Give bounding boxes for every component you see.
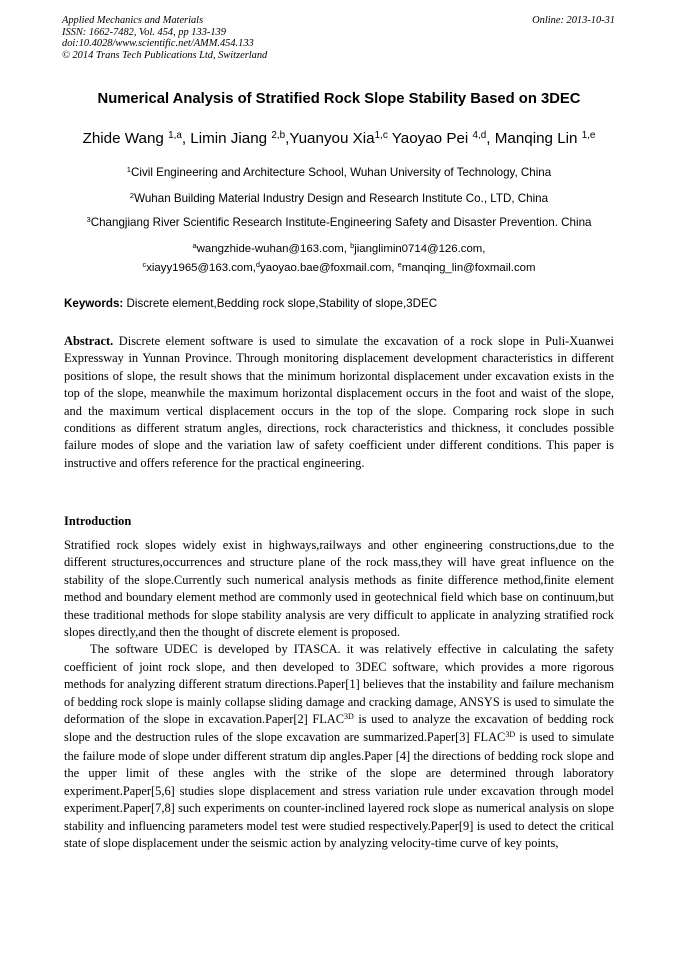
email-block [20, 240, 658, 278]
affiliation-1 [20, 166, 658, 179]
intro-text: is used to simulate the failure mode of slope under different stratum dip angles.Paper [4] the directions of bedding rock slope and the upper limit of these angles with the strike of the slope are determined through laboratory experiment.Paper[5,6] studies slope displacement and stress variation rule under excavation through model experiment.Paper[7,8] such experiments on counter-inclined layered rock slope as numerical analysis on slope stability and influencing parameters model test were studied respectively.Paper[9] is used to detect the critical state of slope displacement under the seismic action by analyzing velocity-time curve of key points, [64, 730, 614, 850]
email-address[interactable]: xiayy1965@163.com, [146, 262, 256, 274]
email-address[interactable]: wangzhide-wuhan@163.com, [196, 243, 351, 255]
author-name: Yuanyou Xia [289, 130, 375, 147]
email-address[interactable]: jianglimin0714@126.com, [354, 243, 486, 255]
keywords-line [64, 297, 616, 310]
online-date: Online: 2013-10-31 [532, 15, 615, 26]
intro-text: is used to analyze the excavation of bedding rock slope and the destruction rules of the slope excavation are summarized.Paper[3] FLAC [64, 712, 614, 745]
author-sup: 2,b [271, 129, 286, 141]
email-sup: a [192, 240, 197, 250]
intro-text: The software UDEC is developed by ITASCA. it was relatively effective in calculating the safety coefficient of joint rock slope, and then developed to 3DEC software, which provides a more rigorous methods for analyzing different stratum directions.Paper[1] believes that the instability and failure mechanism of bedding rock slope is mainly collapse sliding damage and cracking damage, ANSYS is used to simulate the deformation of the slope in excavation.Paper[2] FLAC [64, 642, 614, 727]
email-sup: e [397, 259, 402, 269]
author-list [20, 130, 658, 147]
issn-line: ISSN: 1662-7482, Vol. 454, pp 133-139 [62, 26, 226, 38]
affiliation-2 [20, 192, 658, 205]
email-sup: b [350, 240, 355, 250]
affiliation-sup: 2 [129, 190, 135, 200]
author-sup: 1,a [168, 129, 182, 141]
intro-paragraph-1: Stratified rock slopes widely exist in highways,railways and other engineering constructions,due to the different structures,occurrences and structure plane of the rock mass,they will have great influence on the stability of the slope.Currently such numerical analysis methods as finite difference method,finite element method and boundary element method are commonly used in geotechnical field which base on continuum,but these traditional methods for slope stability analysis are very difficult to applicate in analyzing stratified rock slopes directly,and then the thought of discrete element is proposed. [64, 538, 614, 640]
email-sup: d [255, 259, 261, 269]
email-sup: c [142, 259, 147, 269]
keywords-text: Discrete element,Bedding rock slope,Stability of slope,3DEC [123, 297, 438, 310]
email-line-1 [20, 240, 658, 259]
intro-paragraph-2 [64, 641, 614, 852]
author-name: Yaoyao Pei [391, 130, 473, 147]
email-address[interactable]: yaoyao.bae@foxmail.com, [260, 262, 398, 274]
author-name: Limin Jiang [190, 130, 272, 147]
introduction-body [64, 537, 614, 852]
affiliation-text: Civil Engineering and Architecture School, Wuhan University of Technology, China [131, 166, 552, 179]
affiliation-sup: 3 [86, 214, 91, 224]
keywords-label: Keywords: [64, 297, 124, 310]
abstract-text: Discrete element software is used to simulate the excavation of a rock slope in Puli-Xuanwei Expressway in Yunnan Province. Through monitoring displacement development characteristics in different positions of slope, the result shows that the minimum horizontal displacement under excavation exists in the top of the slope, meanwhile the maximum horizontal displacement occurs in the foot and waist of the slope, and the maximum vertical displacement occurs in the top of the slope. Comparing rock slope in such conditions as different stratum angles, directions, rock characteristics and thickness, it concludes possible failure modes of slope and the variation law of safety coefficient under different conditions. This paper is instructive and offers reference for the practical engineering. [64, 334, 614, 470]
author-sup: 1,e [581, 129, 596, 141]
author-sep: , [486, 130, 495, 147]
superscript-3d: 3D [505, 730, 516, 740]
email-line-2 [20, 259, 658, 278]
journal-header [62, 15, 615, 61]
journal-name: Applied Mechanics and Materials [62, 15, 204, 26]
section-heading-introduction: Introduction [64, 514, 132, 528]
abstract-label: Abstract. [64, 334, 114, 348]
author-sep: , [181, 130, 191, 147]
author-sup: 1,c [374, 129, 388, 141]
affiliation-text: Wuhan Building Material Industry Design and Research Institute Co., LTD, China [134, 192, 549, 205]
author-sup: 4,d [472, 129, 487, 141]
copyright-line: © 2014 Trans Tech Publications Ltd, Switzerland [62, 49, 268, 61]
author-name: Zhide Wang [82, 130, 169, 147]
affiliation-3 [20, 216, 658, 229]
paper-title: Numerical Analysis of Stratified Rock Slope Stability Based on 3DEC [97, 91, 581, 107]
author-sep: , [285, 130, 290, 147]
superscript-3d: 3D [344, 711, 354, 721]
doi-line: doi:10.4028/www.scientific.net/AMM.454.133 [62, 38, 254, 50]
email-address[interactable]: manqing_lin@foxmail.com [401, 262, 536, 274]
author-name: Manqing Lin [494, 130, 582, 147]
abstract-paragraph [64, 333, 614, 472]
affiliation-text: Changjiang River Scientific Research Institute-Engineering Safety and Disaster Prevention. China [90, 216, 592, 229]
affiliation-sup: 1 [126, 164, 131, 174]
